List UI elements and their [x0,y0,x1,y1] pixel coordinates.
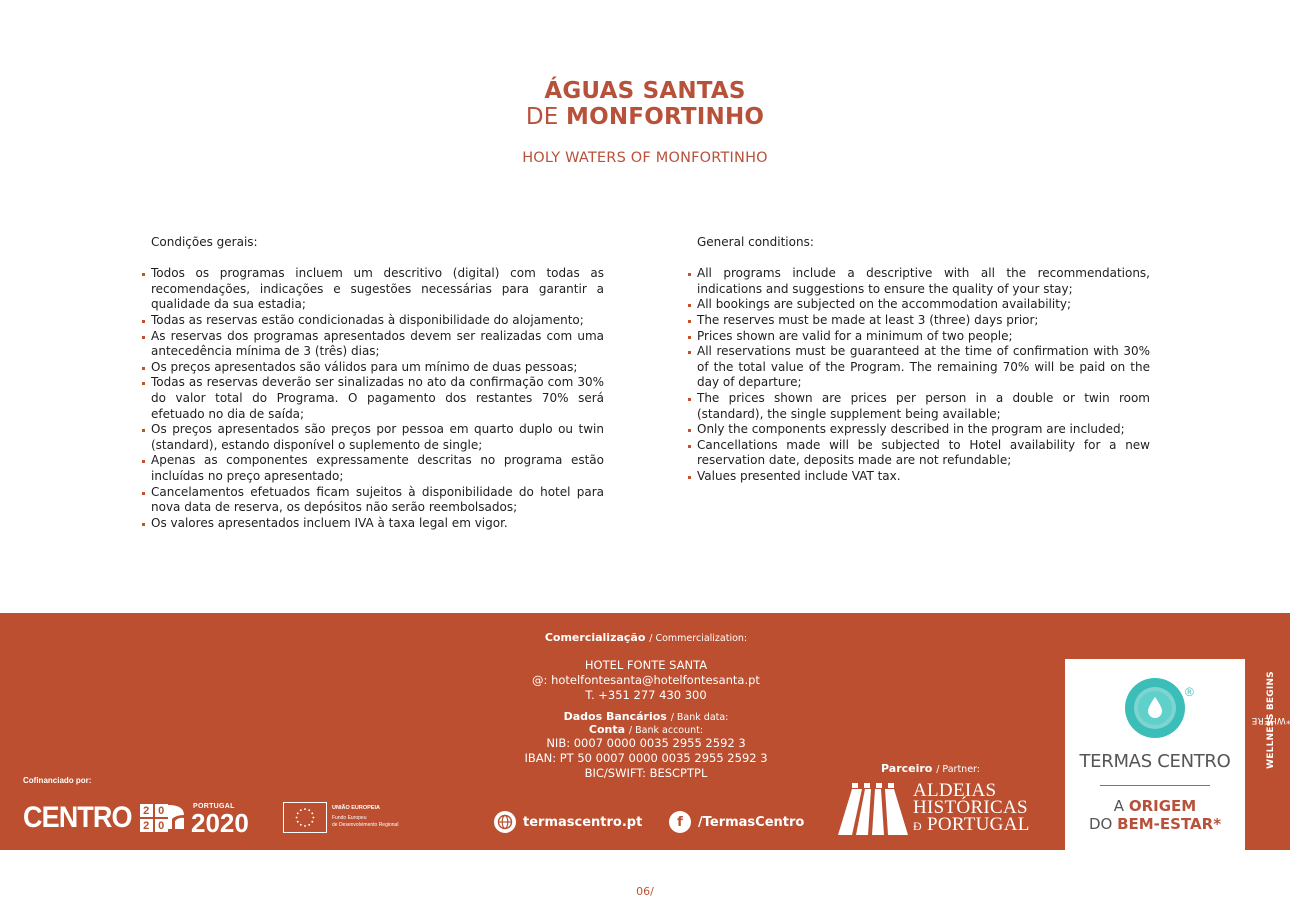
bank-account-label: Conta / Bank account: [588,723,704,737]
hotel-email[interactable]: @: hotelfontesanta@hotelfontesanta.pt [532,672,760,687]
eu-flag-icon [283,802,327,833]
divider [1100,785,1210,786]
centro-logo-digits: 2 0 2 0 [140,804,168,832]
title-line-1: ÁGUAS SANTAS [544,78,746,104]
website-link[interactable] [494,811,642,833]
commercialization-label: Comercialização / Commercialization: [544,631,748,644]
termas-centro-logo [1065,659,1245,850]
facebook-link[interactable] [669,811,804,833]
facebook-text: /TermasCentro [698,814,805,830]
termas-tagline: A ORIGEM DO BEM-ESTAR* [1088,797,1222,833]
cofinanced-label: Cofinanciado por: [23,776,92,785]
list-item: Prices shown are valid for a minimum of two people; [687,329,1150,345]
page-number: 06/ [636,885,654,898]
web-links [494,811,814,835]
conditions-pt-list [141,266,604,531]
list-item: Cancelamentos efetuados ficam sujeitos à disponibilidade do hotel para nova data de reserva, os depósitos não serão reembolsados; [141,485,604,516]
conditions-en-heading: General conditions: [697,235,814,249]
aldeias-mark-icon [838,783,908,835]
partner-label: Parceiro / Partner: [881,762,980,775]
list-item: The prices shown are prices per person in a double or twin room (standard), the single supplement being available; [687,391,1150,422]
page-subtitle: HOLY WATERS OF MONFORTINHO [522,150,768,166]
list-item: All reservations must be guaranteed at the time of confirmation with 30% of the total value of the Program. The remaining 70% will be paid on the day of departure; [687,344,1150,391]
registered-mark: ® [1185,685,1194,699]
list-item: Values presented include VAT tax. [687,469,1150,485]
eu-fund-logo: UNIÃO EUROPEIA Fundo Europeu de Desenvolvimento Regional [283,802,403,834]
list-item: Os preços apresentados são preços por pessoa em quarto duplo ou twin (standard), estando disponível o suplemento de single; [141,422,604,453]
leaf-icon [166,803,186,831]
hotel-name: HOTEL FONTE SANTA [584,658,708,672]
facebook-icon: f [669,811,691,833]
list-item: Os preços apresentados são válidos para um mínimo de duas pessoas; [141,360,604,376]
list-item: Todas as reservas estão condicionadas à disponibilidade do alojamento; [141,313,604,329]
website-text: termascentro.pt [523,814,643,830]
conditions-pt [141,235,604,531]
list-item: Cancellations made will be subjected to Hotel availability for a new reservation date, deposits made are not refundable; [687,438,1150,469]
list-item: Apenas as componentes expressamente descritas no programa estão incluídas no preço apresentado; [141,453,604,484]
iban-value: IBAN: PT 50 0007 0000 0035 2955 2592 3 [524,751,768,766]
centro2020-logo [23,801,168,835]
list-item: All bookings are subjected on the accommodation availability; [687,297,1150,313]
vertical-tagline: *WHERE WELLNESS BEGINS [1251,671,1290,769]
list-item: Todos os programas incluem um descritivo (digital) com todas as recomendações, indicações e sugestões necessárias para garantir a qualidade da sua estadia; [141,266,604,313]
list-item: All programs include a descriptive with all the recommendations, indications and suggestions to ensure the quality of your stay; [687,266,1150,297]
conditions-en [687,235,1150,485]
contact-block [490,631,802,781]
bank-data-label: Dados Bancários / Bank data: [563,710,729,724]
list-item: Only the components expressly described in the program are included; [687,422,1150,438]
aldeias-wordmark: ALDEIAS HISTÓRICAS Ð PORTUGAL [913,780,1030,835]
list-item: Os valores apresentados incluem IVA à taxa legal em vigor. [141,516,604,532]
hotel-phone: T. +351 277 430 300 [585,687,707,702]
list-item: Todas as reservas deverão ser sinalizadas no ato da confirmação com 30% do valor total do Programa. O pagamento dos restantes 70% será efetuado no dia de saída; [141,375,604,422]
list-item: As reservas dos programas apresentados devem ser realizadas com uma antecedência mínima de 3 (três) dias; [141,329,604,360]
portugal2020-logo: PORTUGAL 2020 [166,801,266,837]
page-header [0,78,1290,166]
centro-logo-text: CENTRO [23,801,132,834]
list-item: The reserves must be made at least 3 (three) days prior; [687,313,1150,329]
title-line-2: DE MONFORTINHO [525,104,765,130]
globe-icon [494,811,516,833]
bic-value: BIC/SWIFT: BESCPTPL [584,765,708,780]
conditions-en-list [687,266,1150,484]
nib-value: NIB: 0007 0000 0035 2955 2592 3 [546,736,746,751]
termas-name: TERMAS CENTRO [1079,751,1231,772]
water-drop-icon [1124,677,1186,739]
conditions-pt-heading: Condições gerais: [151,235,258,249]
